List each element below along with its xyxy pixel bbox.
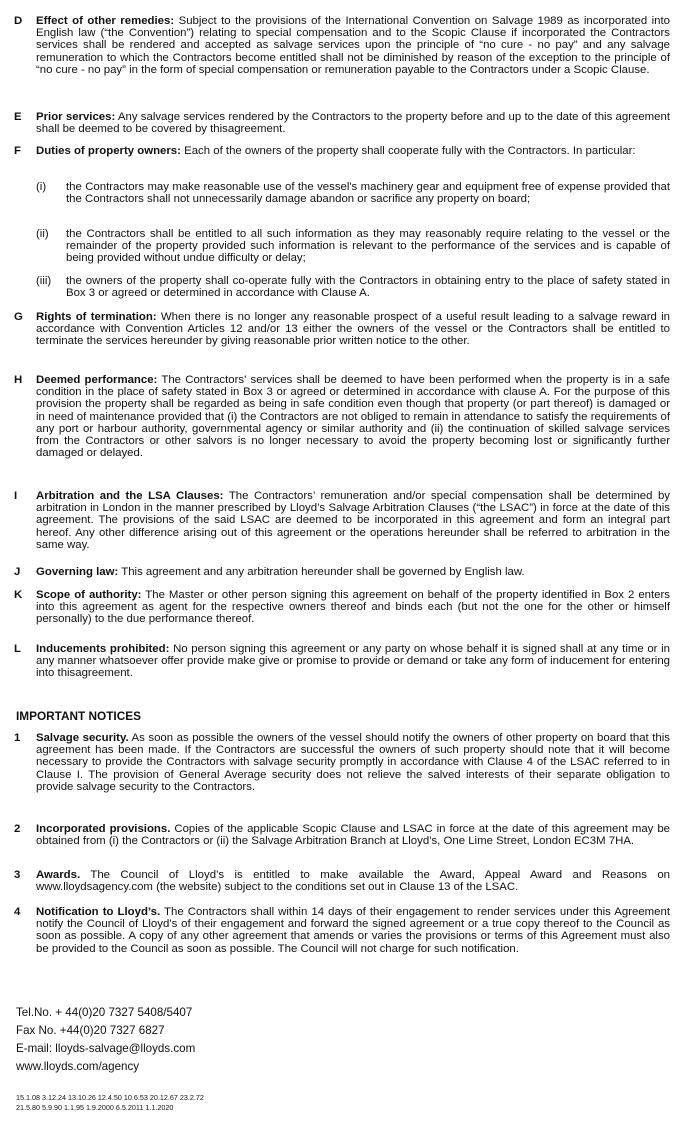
clause-f: [14, 145, 670, 157]
clause-heading: Scope of authority:: [36, 589, 142, 601]
clause-k: [14, 589, 670, 626]
clause-heading: Arbitration and the LSA Clauses:: [36, 490, 224, 502]
clause-letter: H: [14, 374, 23, 386]
notice-heading: Awards.: [36, 869, 81, 881]
notice-text: The Council of Lloyd’s is entitled to make available the Award, Appeal Award and Reasons on www.lloydsagency.com (the website) subject to the conditions set out in Clause 13 of the LSAC.: [36, 869, 670, 894]
notice-number: 4: [14, 906, 21, 918]
clause-heading: Effect of other remedies:: [36, 15, 175, 27]
clause-heading: Governing law:: [36, 566, 119, 578]
clause-heading: Prior services:: [36, 111, 116, 123]
clause-f-item-ii: [36, 228, 670, 265]
notice-heading: Salvage security.: [36, 732, 129, 744]
item-number: (iii): [36, 275, 52, 287]
contact-website[interactable]: www.lloyds.com/agency: [16, 1060, 140, 1073]
clause-j: [14, 566, 670, 578]
clause-i: [14, 490, 670, 551]
clause-letter: G: [14, 311, 23, 323]
clause-heading: Duties of property owners:: [36, 145, 181, 157]
item-number: (i): [36, 181, 47, 193]
notice-number: 2: [14, 823, 21, 835]
clause-text: The Contractors’ remuneration and/or special compensation shall be determined by arbitration in London in the manner prescribed by Lloyd’s Salvage Arbitration Clauses (“the LSAC”) in force at the date of this agreement. The provisions of the said LSAC are deemed to be incorporated in this agreement and form an integral part hereof. Any other difference arising out of this agreement or the operations hereunder shall be referred to arbitration in the same way.: [36, 490, 670, 551]
clause-h: [14, 374, 670, 459]
clause-text: When there is no longer any reasonable prospect of a useful result leading to a salvage reward in accordance with Convention Articles 12 and/or 13 either the owners of the vessel or the Contractors shall be entitled to terminate the services hereunder by giving reasonable prior written notice to the other.: [36, 311, 671, 348]
clause-l: [14, 643, 670, 680]
notice-text: The Contractors shall within 14 days of their engagement to render services under this Agreement notify the Council of Lloyd’s of their engagement and forward the signed agreement or a true copy thereof to the Council as soon as possible. A copy of any other agreement that amends or varies the provisions or terms of this Agreement must also be provided to the Council as soon as possible. The Council will not charge for such notification.: [36, 906, 670, 955]
clause-text: Each of the owners of the property shall cooperate fully with the Contractors. In particular:: [184, 145, 636, 157]
notice-text: As soon as possible the owners of the vessel should notify the owners of other property on board that this agreement has been made. If the Contractors are successful the owners of such property should note that it will become necessary to provide the Contractors with salvage security promptly in accordance with Clause 4 of the LSAC referred to in Clause I. The provision of General Average security does not relieve the salved interests of their separate obligation to provide salvage security to the Contractors.: [36, 732, 670, 793]
item-text: the Contractors may make reasonable use of the vessel's machinery gear and equipment free of expense provided that the Contractors shall not unnecessarily damage abandon or sacrifice any property on board;: [66, 181, 670, 206]
clause-text: Any salvage services rendered by the Contractors to the property before and up to the date of this agreement shall be deemed to be covered by thisagreement.: [36, 111, 670, 136]
item-text: the owners of the property shall co-operate fully with the Contractors in obtaining entry to the place of safety stated in Box 3 or agreed or determined in accordance with Clause A.: [66, 275, 670, 300]
clause-text: This agreement and any arbitration hereunder shall be governed by English law.: [121, 566, 525, 578]
clause-g: [14, 311, 670, 348]
contact-email[interactable]: E-mail: lloyds-salvage@lloyds.com: [16, 1042, 196, 1055]
clause-text: Subject to the provisions of the International Convention on Salvage 1989 as incorporated into English law (“the Convention”) relating to special compensation and to the Scopic Clause if incorporated the Contractors services shall be rendered and accepted as salvage services upon the principle of “no cure - no pay” and any salvage remuneration to which the Contractors become entitled shall not be diminished by reason of the exception to the principle of “no cure - no pay” in the form of special compensation or remuneration payable to the Contractors under a Scopic Clause.: [36, 15, 671, 76]
clause-heading: Inducements prohibited:: [36, 643, 170, 655]
clause-heading: Rights of termination:: [36, 311, 157, 323]
revision-codes-line-2: 21.5.80 5.9.90 1.1.95 1.9.2000 6.5.2011 1.1.2020: [16, 1103, 174, 1112]
clause-text: No person signing this agreement or any party on whose behalf it is signed shall at any time or in any manner whatsoever offer provide make give or promise to provide or demand or take any form of inducement for entering into thisagreement.: [36, 643, 670, 680]
clause-d: [14, 15, 670, 76]
notice-2: [14, 823, 670, 847]
clause-text: The Master or other person signing this agreement on behalf of the property identified in Box 2 enters into this agreement as agent for the respective owners thereof and binds each (but not the one for the other or himself personally) to the due performance thereof.: [36, 589, 670, 626]
clause-f-item-iii: [36, 275, 670, 299]
notice-1: [14, 732, 670, 793]
clause-letter: K: [14, 589, 23, 601]
clause-letter: E: [14, 111, 22, 123]
item-number: (ii): [36, 228, 49, 240]
clause-text: The Contractors' services shall be deemed to have been performed when the property is in a safe condition in the place of safety stated in Box 3 or agreed or determined in accordance with clause A. For the purpose of this provision the property shall be regarded as being in safe condition even though that property (or part thereof) is damaged or in need of maintenance provided that (i) the Contractors are not obliged to remain in attendance to satisfy the requirements of any port or harbour authority, governmental agency or similar authority and (ii) the continuation of skilled salvage services from the Contractors or other salvors is no longer necessary to avoid the property becoming lost or significantly further damaged or delayed.: [36, 374, 670, 460]
important-notices-title: IMPORTANT NOTICES: [16, 709, 141, 723]
clause-heading: Deemed performance:: [36, 374, 158, 386]
notice-4: [14, 906, 670, 955]
clause-letter: J: [14, 566, 21, 578]
contact-fax: Fax No. +44(0)20 7327 6827: [16, 1024, 165, 1037]
clause-letter: D: [14, 15, 23, 27]
clause-letter: I: [14, 490, 18, 502]
clause-e: [14, 111, 670, 135]
notice-number: 3: [14, 869, 21, 881]
clause-letter: L: [14, 643, 21, 655]
item-text: the Contractors shall be entitled to all such information as they may reasonably require relating to the vessel or the remainder of the property provided such information is relevant to the performance of the services and is capable of being provided without undue difficulty or delay;: [66, 228, 670, 265]
notice-text: Copies of the applicable Scopic Clause and LSAC in force at the date of this agreement may be obtained from (i) the Contractors or (ii) the Salvage Arbitration Branch at Lloyd’s, One Lime Street, London EC3M 7HA.: [36, 823, 670, 848]
notice-heading: Incorporated provisions.: [36, 823, 171, 835]
clause-f-item-i: [36, 181, 670, 205]
notice-number: 1: [14, 732, 21, 744]
revision-codes-line-1: 15.1.08 3.12.24 13.10.26 12.4.50 10.6.53 20.12.67 23.2.72: [16, 1093, 204, 1102]
contact-telephone: Tel.No. + 44(0)20 7327 5408/5407: [16, 1006, 193, 1019]
clause-letter: F: [14, 145, 21, 157]
notice-heading: Notification to Lloyd’s.: [36, 906, 161, 918]
notice-3: [14, 869, 670, 893]
